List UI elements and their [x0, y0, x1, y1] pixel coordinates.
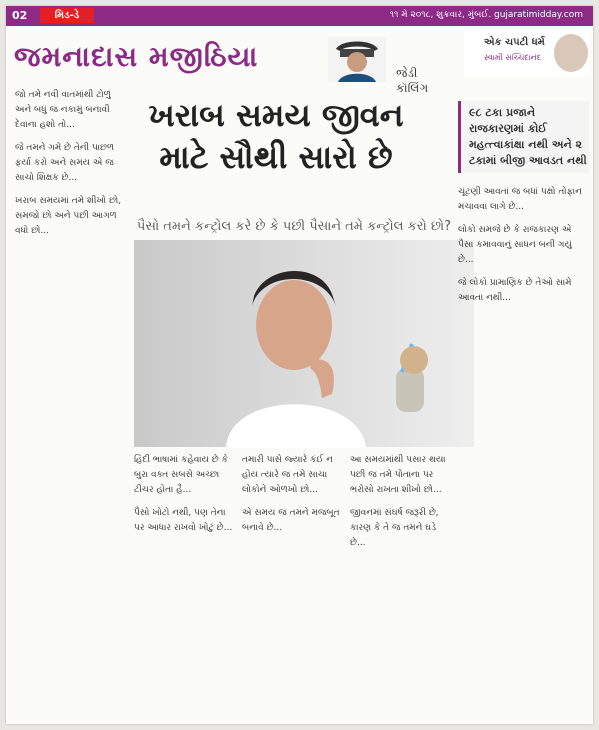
- article-paragraph: પૈસો ખોટો નથી, પણ તેના પર આધાર રાખવો ખોટું છે...: [134, 508, 233, 533]
- left-article-column: [15, 88, 125, 708]
- side-header: [464, 30, 590, 76]
- bottom-article-columns: [134, 453, 454, 705]
- headline-line: ખરાબ સમય જીવન: [148, 96, 404, 134]
- logo: મિડ-ડે: [40, 8, 94, 23]
- headline: [126, 94, 426, 178]
- right-column-headline-box: [458, 101, 589, 173]
- article-column: [350, 453, 450, 705]
- article-paragraph: જીવનમાં સંઘર્ષ જરૂરી છે, કારણ કે તે જ તમને ઘડે છે...: [350, 508, 439, 548]
- article-paragraph: આ સમયમાંથી પસાર થયા પછી જ તમે પોતાના પર ભરોસો રાખતા શીખો છો...: [350, 455, 446, 495]
- article-column: [134, 453, 234, 705]
- article-paragraph: હિંદી ભાષામાં કહેવાય છે કે બુરા વક્ત સબસે અચ્છા ટીચર હોતા હૈ...: [134, 455, 228, 495]
- subheadline: પૈસો તમને કન્ટ્રોલ કરે છે કે પછી પૈસાને તમે કન્ટ્રોલ કરો છો?: [136, 219, 452, 234]
- column-name: જેડી કૉલિંગ: [396, 66, 429, 95]
- top-bar: [6, 6, 593, 26]
- right-paragraph: ચૂંટણી આવતાં જ બધાં પક્ષો તોફાન મચાવવા લાગે છે...: [458, 187, 582, 212]
- article-paragraph: જે તમને ગમે છે તેની પાછળ ફર્યા કરો અને સમય એ જ સાચો શિક્ષક છે...: [15, 143, 114, 183]
- right-paragraph: જે લોકો પ્રામાણિક છે તેઓ સામે આવતા નથી...: [458, 278, 572, 303]
- article-column: [242, 453, 342, 705]
- right-column: [458, 101, 589, 713]
- man-portrait-illustration: [134, 240, 474, 447]
- page-number: 02: [12, 9, 28, 22]
- column-header: [6, 30, 452, 95]
- author-name: જમનાદાસ મજીઠિયા: [14, 40, 259, 73]
- article-paragraph: એ સમય જ તમને મજબૂત બનાવે છે...: [242, 508, 340, 533]
- dateline: ૧૧ મે ૨૦૧૮, શુક્રવાર, મુંબઈ. gujaratimidday.com: [389, 10, 583, 20]
- article-photo: [134, 240, 474, 447]
- article-paragraph: ખરાબ સમયમાં તમે શીખો છો, સમજો છો અને પછી આગળ વધો છો...: [15, 196, 122, 236]
- newspaper-page: [6, 6, 593, 724]
- right-column-body: [458, 185, 589, 707]
- side-avatar: [554, 34, 588, 72]
- side-title: એક ચપટી ધર્મ: [484, 37, 545, 48]
- side-byline: સ્વામી સચ્ચિદાનંદ: [484, 53, 542, 62]
- right-paragraph: લોકો સમજે છે કે રાજકારણ એ પૈસા કમાવવાનું સાધન બની ગયું છે...: [458, 225, 572, 265]
- headline-line: માટે સૌથી સારો છે: [159, 138, 393, 176]
- article-paragraph: જો તમે નવી વાતમાંથી ટોળું અને બધું જ નકામું બનાવી દેવાના હશો તો...: [15, 90, 111, 130]
- right-column-headline: ૯૮ ટકા પ્રજાને રાજકારણમાં કોઈ મહત્ત્વાકાંક્ષા નથી અને ૨ ટકામાં બીજી આવડત નથી: [469, 106, 587, 167]
- author-photo: [328, 37, 386, 82]
- article-paragraph: તમારી પાસે જ્યારે કંઈ ન હોય ત્યારે જ તમે સાચા લોકોને ઓળખો છો...: [242, 455, 333, 495]
